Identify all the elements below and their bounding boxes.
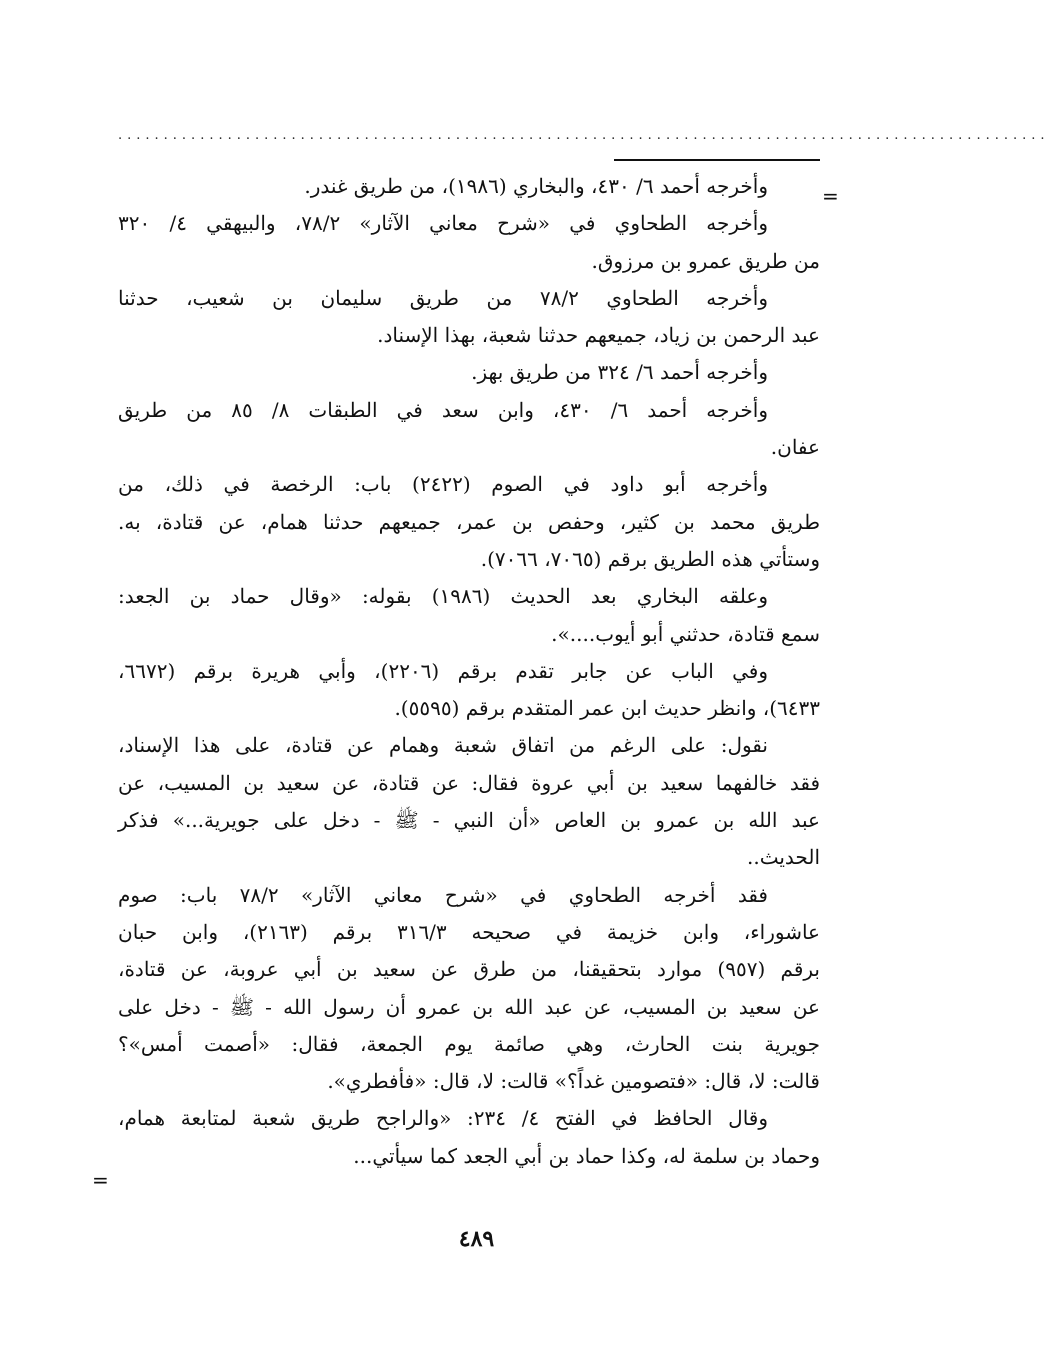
text-line: وعلقه البخاري بعد الحديث (١٩٨٦) بقوله: «وقال حماد بن الجعد: [118,584,769,609]
text-line: وفي الباب عن جابر تقدم برقم (٢٢٠٦)، وأبي هريرة برقم (٦٦٧٢، [118,658,769,683]
text-line: وقال الحافظ في الفتح ٤/ ٢٣٤: «والراجح طريق شعبة لمتابعة همام، [118,1106,769,1131]
text-line: جويرية بنت الحارث، وهي صائمة يوم الجمعة، فقال: «أصمت أمس»؟ [118,1031,820,1056]
text-line: قالت: لا، قال: «فتصومين غداً؟» قالت: لا، قال: «فأفطري». [327,1069,820,1094]
footnote-body [118,168,820,1213]
text-line: طريق محمد بن كثير، وحفص بن عمر، جميعهم حدثنا همام، عن قتادة، به. [118,509,820,534]
continuation-mark-top: = [822,184,839,208]
text-line: وأخرجه أحمد ٦/ ٤٣٠، وابن سعد في الطبقات ٨/ ٨٥ من طريق [118,397,768,422]
text-line: وأخرجه الطحاوي ٧٨/٢ من طريق سليمان بن شعيب، حدثنا [118,285,768,310]
text-line: ٦٤٣٣)، وانظر حديث ابن عمر المتقدم برقم (٥٥٩٥). [394,696,820,721]
text-line: فقد خالفهما سعيد بن أبي عروة فقال: عن قتادة، عن سعيد بن المسيب، عن [118,770,820,795]
text-line: عاشوراء، وابن خزيمة في صحيحه ٣١٦/٣ برقم (٢١٦٣)، وابن حبان [118,919,820,944]
text-line: وأخرجه أبو داود في الصوم (٢٤٢٢) باب: الرخصة في ذلك، من [118,472,768,497]
text-line: نقول: على الرغم من اتفاق شعبة وهمام عن قتادة، على هذا الإسناد، [118,733,768,758]
continuation-mark-bottom: = [92,1168,109,1192]
text-line: وأخرجه أحمد ٦/ ٣٢٤ من طريق بهز. [471,360,768,385]
text-line: وستأتي هذه الطريق برقم (٧٠٦٥، ٧٠٦٦). [480,546,820,571]
text-line: سمع قتادة، حدثني أبو أيوب....». [551,621,820,646]
text-line: عبد الله بن عمرو بن العاص «أن النبي - ﷺ - دخل على جويرية...» فذكر [118,808,820,833]
text-line: فقد أخرجه الطحاوي في «شرح معاني الآثار» ٧٨/٢ باب: صوم [118,882,768,907]
page-number: ٤٨٩ [458,1226,495,1252]
text-line: برقم (٩٥٧) موارد بتحقيقنا، من طرق عن سعيد بن أبي عروبة، عن قتادة، [118,957,820,982]
text-line: وحماد بن سلمة له، وكذا حماد بن أبي الجعد كما سيأتي... [353,1143,820,1168]
text-line: عن سعيد بن المسيب، عن عبد الله بن عمرو أن رسول الله - ﷺ - دخل على [118,994,820,1019]
text-line: من طريق عمرو بن مرزوق. [591,248,820,273]
text-line: عفان. [770,435,820,460]
text-line: الحديث.. [747,845,820,870]
text-line: وأخرجه الطحاوي في «شرح معاني الآثار» ٧٨/٢، والبيهقي ٤/ ٣٢٠ [118,211,768,236]
text-line: عبد الرحمن بن زياد، جميعهم حدثنا شعبة، بهذا الإسناد. [377,323,820,348]
text-line: وأخرجه أحمد ٦/ ٤٣٠، والبخاري (١٩٨٦)، من طريق غندر. [304,174,768,198]
dotted-separator: ...................................................................................................... [118,128,1050,143]
footnote-rule [614,159,820,161]
